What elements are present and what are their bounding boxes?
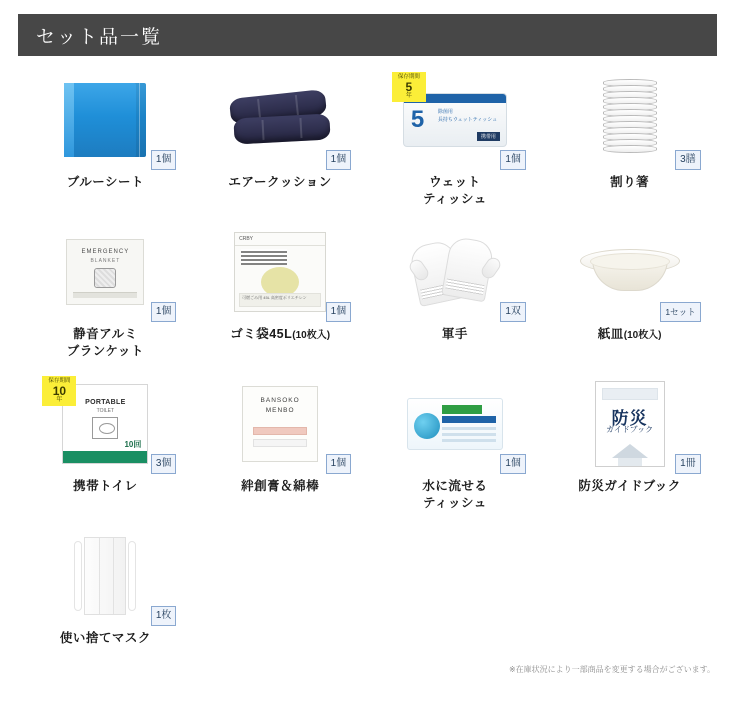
product-label-line2: ティッシュ: [422, 191, 487, 206]
work-gloves-icon: [412, 229, 498, 315]
product-label-line1: ブルーシート: [66, 175, 144, 189]
product-item-disposable-mask: [18, 524, 193, 676]
product-label: [73, 478, 137, 495]
quantity-badge: 1個: [326, 302, 352, 322]
quantity-badge: 1双: [500, 302, 526, 322]
product-item-garbage-bag: [193, 220, 368, 372]
footer-disclaimer: ※在庫状況により一部商品を変更する場合がございます。: [508, 665, 715, 674]
product-item-wet-tissue: [368, 68, 543, 220]
product-label: [423, 174, 487, 208]
product-label: [67, 174, 144, 191]
bandage-text-1: BANSOKO: [260, 397, 300, 404]
product-label: [422, 478, 487, 512]
quantity-badge: 1個: [151, 150, 177, 170]
sticker-unit: 年: [405, 92, 412, 99]
sticker-top-label: 保存期間: [397, 74, 420, 80]
product-item-disaster-guidebook: [542, 372, 717, 524]
guidebook-title: 防災: [611, 409, 648, 428]
section-header: [18, 14, 717, 56]
toilet-title2: TOILET: [96, 408, 115, 414]
product-label: [241, 478, 319, 495]
guidebook-icon: [595, 381, 665, 467]
product-label-line1: 軍手: [441, 327, 468, 341]
product-label-line1: 静音アルミ: [73, 327, 138, 341]
paper-plate-icon: [580, 245, 680, 299]
product-label-line2: ブランケット: [66, 343, 144, 358]
product-label-line1: 絆創膏＆綿棒: [241, 479, 320, 493]
product-label-sub: (10枚入): [623, 330, 662, 341]
quantity-badge: 3膳: [675, 150, 701, 170]
product-item-paper-plate: [542, 220, 717, 372]
product-item-air-cushion: [193, 68, 368, 220]
product-label: [230, 326, 330, 343]
sticker-unit: 年: [56, 396, 63, 403]
product-item-bandage-and-swab: [193, 372, 368, 524]
product-grid: [18, 68, 717, 676]
quantity-badge: 1個: [500, 150, 526, 170]
blanket-text-1: EMERGENCY: [81, 249, 130, 255]
product-image-wet-tissue: [390, 74, 520, 166]
product-label: [228, 174, 331, 191]
toilet-count: 10回: [124, 440, 142, 449]
product-image-paper-plate: [565, 226, 695, 318]
product-label-line1: 携帯トイレ: [73, 479, 138, 493]
product-label-line1: 割り箸: [610, 175, 650, 189]
garbage-bag-brand: CRBY: [235, 233, 325, 246]
product-image-emergency-blanket: [40, 226, 170, 318]
quantity-badge: 1冊: [675, 454, 701, 474]
product-item-flushable-tissue: [368, 372, 543, 524]
quantity-badge: 1個: [326, 454, 352, 474]
product-label: [578, 478, 680, 495]
product-label: [610, 174, 649, 191]
product-image-bandage-and-swab: [215, 378, 345, 470]
garbage-bag-footer-text: 可燃ごみ用 45L 高密度ポリエチレン: [239, 293, 321, 307]
product-item-work-gloves: [368, 220, 543, 372]
quantity-badge: 1セット: [660, 302, 700, 322]
product-label-line1: [598, 326, 662, 343]
product-label: [67, 326, 144, 360]
quantity-badge: 1個: [500, 454, 526, 474]
quantity-badge: 1枚: [151, 606, 177, 626]
product-image-air-cushion: [215, 74, 345, 166]
air-cushion-icon: [226, 90, 334, 150]
quantity-badge: 1個: [151, 302, 177, 322]
quantity-badge: 3個: [151, 454, 177, 474]
product-item-portable-toilet: [18, 372, 193, 524]
product-label-line1: [230, 326, 330, 343]
product-label-line1: ウェット: [429, 175, 481, 189]
product-label-main: ゴミ袋45L: [230, 327, 293, 341]
quantity-badge: 1個: [326, 150, 352, 170]
product-image-disaster-guidebook: [565, 378, 695, 470]
product-item-blue-sheet: [18, 68, 193, 220]
disposable-mask-icon: [74, 535, 136, 617]
product-label-sub: (10枚入): [292, 330, 331, 341]
product-image-work-gloves: [390, 226, 520, 318]
product-image-disposable-mask: [40, 530, 170, 622]
product-label-main: 紙皿: [597, 327, 624, 341]
product-item-chopsticks: [542, 68, 717, 220]
product-label-line1: 使い捨てマスク: [59, 631, 151, 645]
wet-tissue-line2: 長持ちウェットティッシュ: [437, 116, 498, 123]
chopsticks-icon: [603, 79, 657, 161]
blue-sheet-icon: [64, 83, 146, 157]
preservation-period-sticker: [392, 72, 426, 102]
product-item-emergency-blanket: [18, 220, 193, 372]
wet-tissue-tag: 携帯用: [477, 132, 500, 141]
page-title: セット品一覧: [36, 26, 163, 48]
blanket-text-2: BLANKET: [90, 258, 121, 264]
sticker-top-label: 保存期間: [48, 378, 71, 384]
guidebook-subtitle: ガイドブック: [606, 425, 654, 434]
bandage-box-icon: [242, 386, 318, 462]
product-label: [60, 630, 151, 647]
wet-tissue-number: 5: [410, 106, 425, 133]
product-label-line2: ティッシュ: [422, 495, 487, 510]
product-image-portable-toilet: [40, 378, 170, 470]
product-label-line1: 水に流せる: [422, 479, 488, 493]
wet-tissue-line1: 除菌用: [437, 109, 453, 115]
product-image-chopsticks: [565, 74, 695, 166]
preservation-period-sticker: [42, 376, 76, 406]
product-image-blue-sheet: [40, 74, 170, 166]
sticker-years: 5: [405, 79, 413, 94]
product-label-line1: エアークッション: [228, 175, 332, 189]
flushable-tissue-icon: [407, 398, 503, 450]
product-image-garbage-bag: [215, 226, 345, 318]
product-label: [442, 326, 468, 343]
sticker-years: 10: [52, 383, 67, 398]
product-image-flushable-tissue: [390, 378, 520, 470]
toilet-title: PORTABLE: [85, 399, 126, 406]
emergency-blanket-icon: [66, 239, 144, 305]
bandage-text-2: MENBO: [265, 407, 295, 414]
product-label-line1: 防災ガイドブック: [578, 479, 681, 493]
garbage-bag-icon: [234, 232, 326, 312]
product-label: [598, 326, 662, 343]
